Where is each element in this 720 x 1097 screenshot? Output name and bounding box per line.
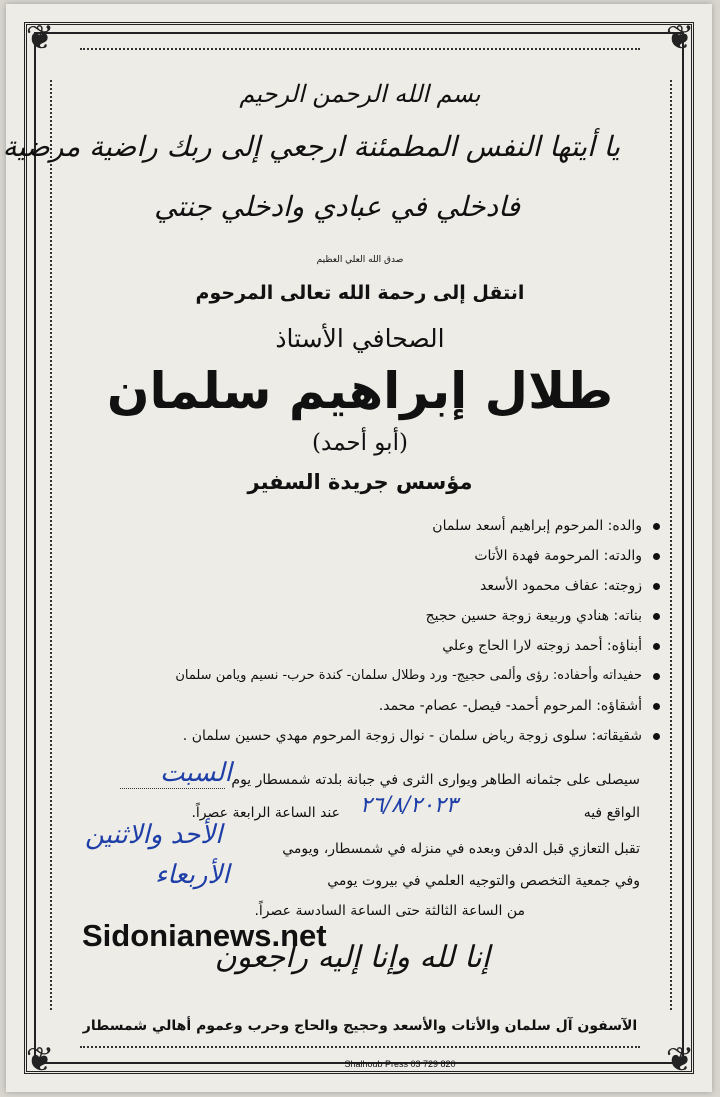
- bullet-icon: [653, 583, 660, 590]
- relatives-list: [50, 512, 660, 752]
- bullet-icon: [653, 673, 660, 680]
- site-watermark: Sidonianews.net: [82, 918, 327, 953]
- funeral-line-1: سيصلى على جثمانه الطاهر ويوارى الثرى في جبانة بلدته شمسطار يوم: [231, 772, 640, 788]
- bullet-icon: [653, 523, 660, 530]
- list-item: أشقاؤه: المرحوم أحمد- فيصل- عصام- محمد.: [50, 692, 660, 722]
- funeral-line-2-suffix: عند الساعة الرابعة عصراً.: [191, 805, 340, 821]
- deceased-kunya: (أبو أحمد): [312, 430, 408, 456]
- condolence-line: تقبل التعازي قبل الدفن وبعده في منزله في شمسطار، ويومي: [282, 841, 640, 857]
- inna-lillah: إنا لله وإنا إليه راجعون: [214, 940, 490, 975]
- list-item: بناته: هنادي وربيعة زوجة حسين حجيج: [50, 602, 660, 632]
- corner-ornament-icon: ❦: [665, 1040, 695, 1080]
- beirut-line: وفي جمعية التخصص والتوجيه العلمي في بيروت يومي: [327, 873, 640, 889]
- list-item: والده: المرحوم إبراهيم أسعد سلمان: [50, 512, 660, 542]
- hours-line: من الساعة الثالثة حتى الساعة السادسة عصراً.: [254, 903, 525, 919]
- bullet-icon: [653, 703, 660, 710]
- condolence-days-handwritten: الأحد والاثنين: [85, 820, 223, 850]
- list-item: حفيداته وأحفاده: رؤى وألمى حجيج- ورد وطلال سلمان- كندة حرب- نسيم ويامن سلمان: [50, 662, 660, 692]
- right-ornament: [670, 80, 680, 1010]
- beirut-days-handwritten: الأربعاء: [155, 860, 230, 890]
- top-ornament: [80, 48, 640, 56]
- press-credit: Shalhoub Press 03 729 820: [344, 1059, 456, 1069]
- quran-verse-line-2: فادخلي في عبادي وادخلي جنتي: [154, 190, 520, 223]
- grieving-families: الآسفون آل سلمان والأتات والأسعد وحجيج والحاج وحرب وعموم أهالي شمسطار: [82, 1018, 638, 1034]
- list-item: أبناؤه: أحمد زوجته لارا الحاج وعلي: [50, 632, 660, 662]
- funeral-date-handwritten: ٢٦/٨/٢٠٢٣: [360, 793, 458, 818]
- quran-verse-line-1: يا أيتها النفس المطمئنة ارجعي إلى ربك راضية مرضية: [2, 130, 620, 163]
- passing-announcement: انتقل إلى رحمة الله تعالى المرحوم: [195, 282, 525, 304]
- bullet-icon: [653, 553, 660, 560]
- list-item: والدته: المرحومة فهدة الأتات: [50, 542, 660, 572]
- list-item: شقيقاته: سلوى زوجة رياض سلمان - نوال زوجة المرحوم مهدي حسين سلمان .: [50, 722, 660, 752]
- bullet-icon: [653, 613, 660, 620]
- basmala: بسم الله الرحمن الرحيم: [239, 80, 481, 108]
- day-underline: [120, 788, 225, 789]
- bottom-ornament: [80, 1046, 640, 1054]
- sadaq-line: صدق الله العلي العظيم: [316, 255, 404, 265]
- funeral-line-2-prefix: الواقع فيه: [583, 805, 640, 821]
- bullet-icon: [653, 733, 660, 740]
- deceased-title: الصحافي الأستاذ: [275, 324, 445, 353]
- corner-ornament-icon: ❦: [665, 18, 695, 58]
- funeral-day-handwritten: السبت: [160, 758, 232, 788]
- corner-ornament-icon: ❦: [25, 1040, 55, 1080]
- deceased-name: طلال إبراهيم سلمان: [106, 362, 614, 420]
- bullet-icon: [653, 643, 660, 650]
- list-item: زوجته: عفاف محمود الأسعد: [50, 572, 660, 602]
- corner-ornament-icon: ❦: [25, 18, 55, 58]
- deceased-role: مؤسس جريدة السفير: [247, 470, 473, 494]
